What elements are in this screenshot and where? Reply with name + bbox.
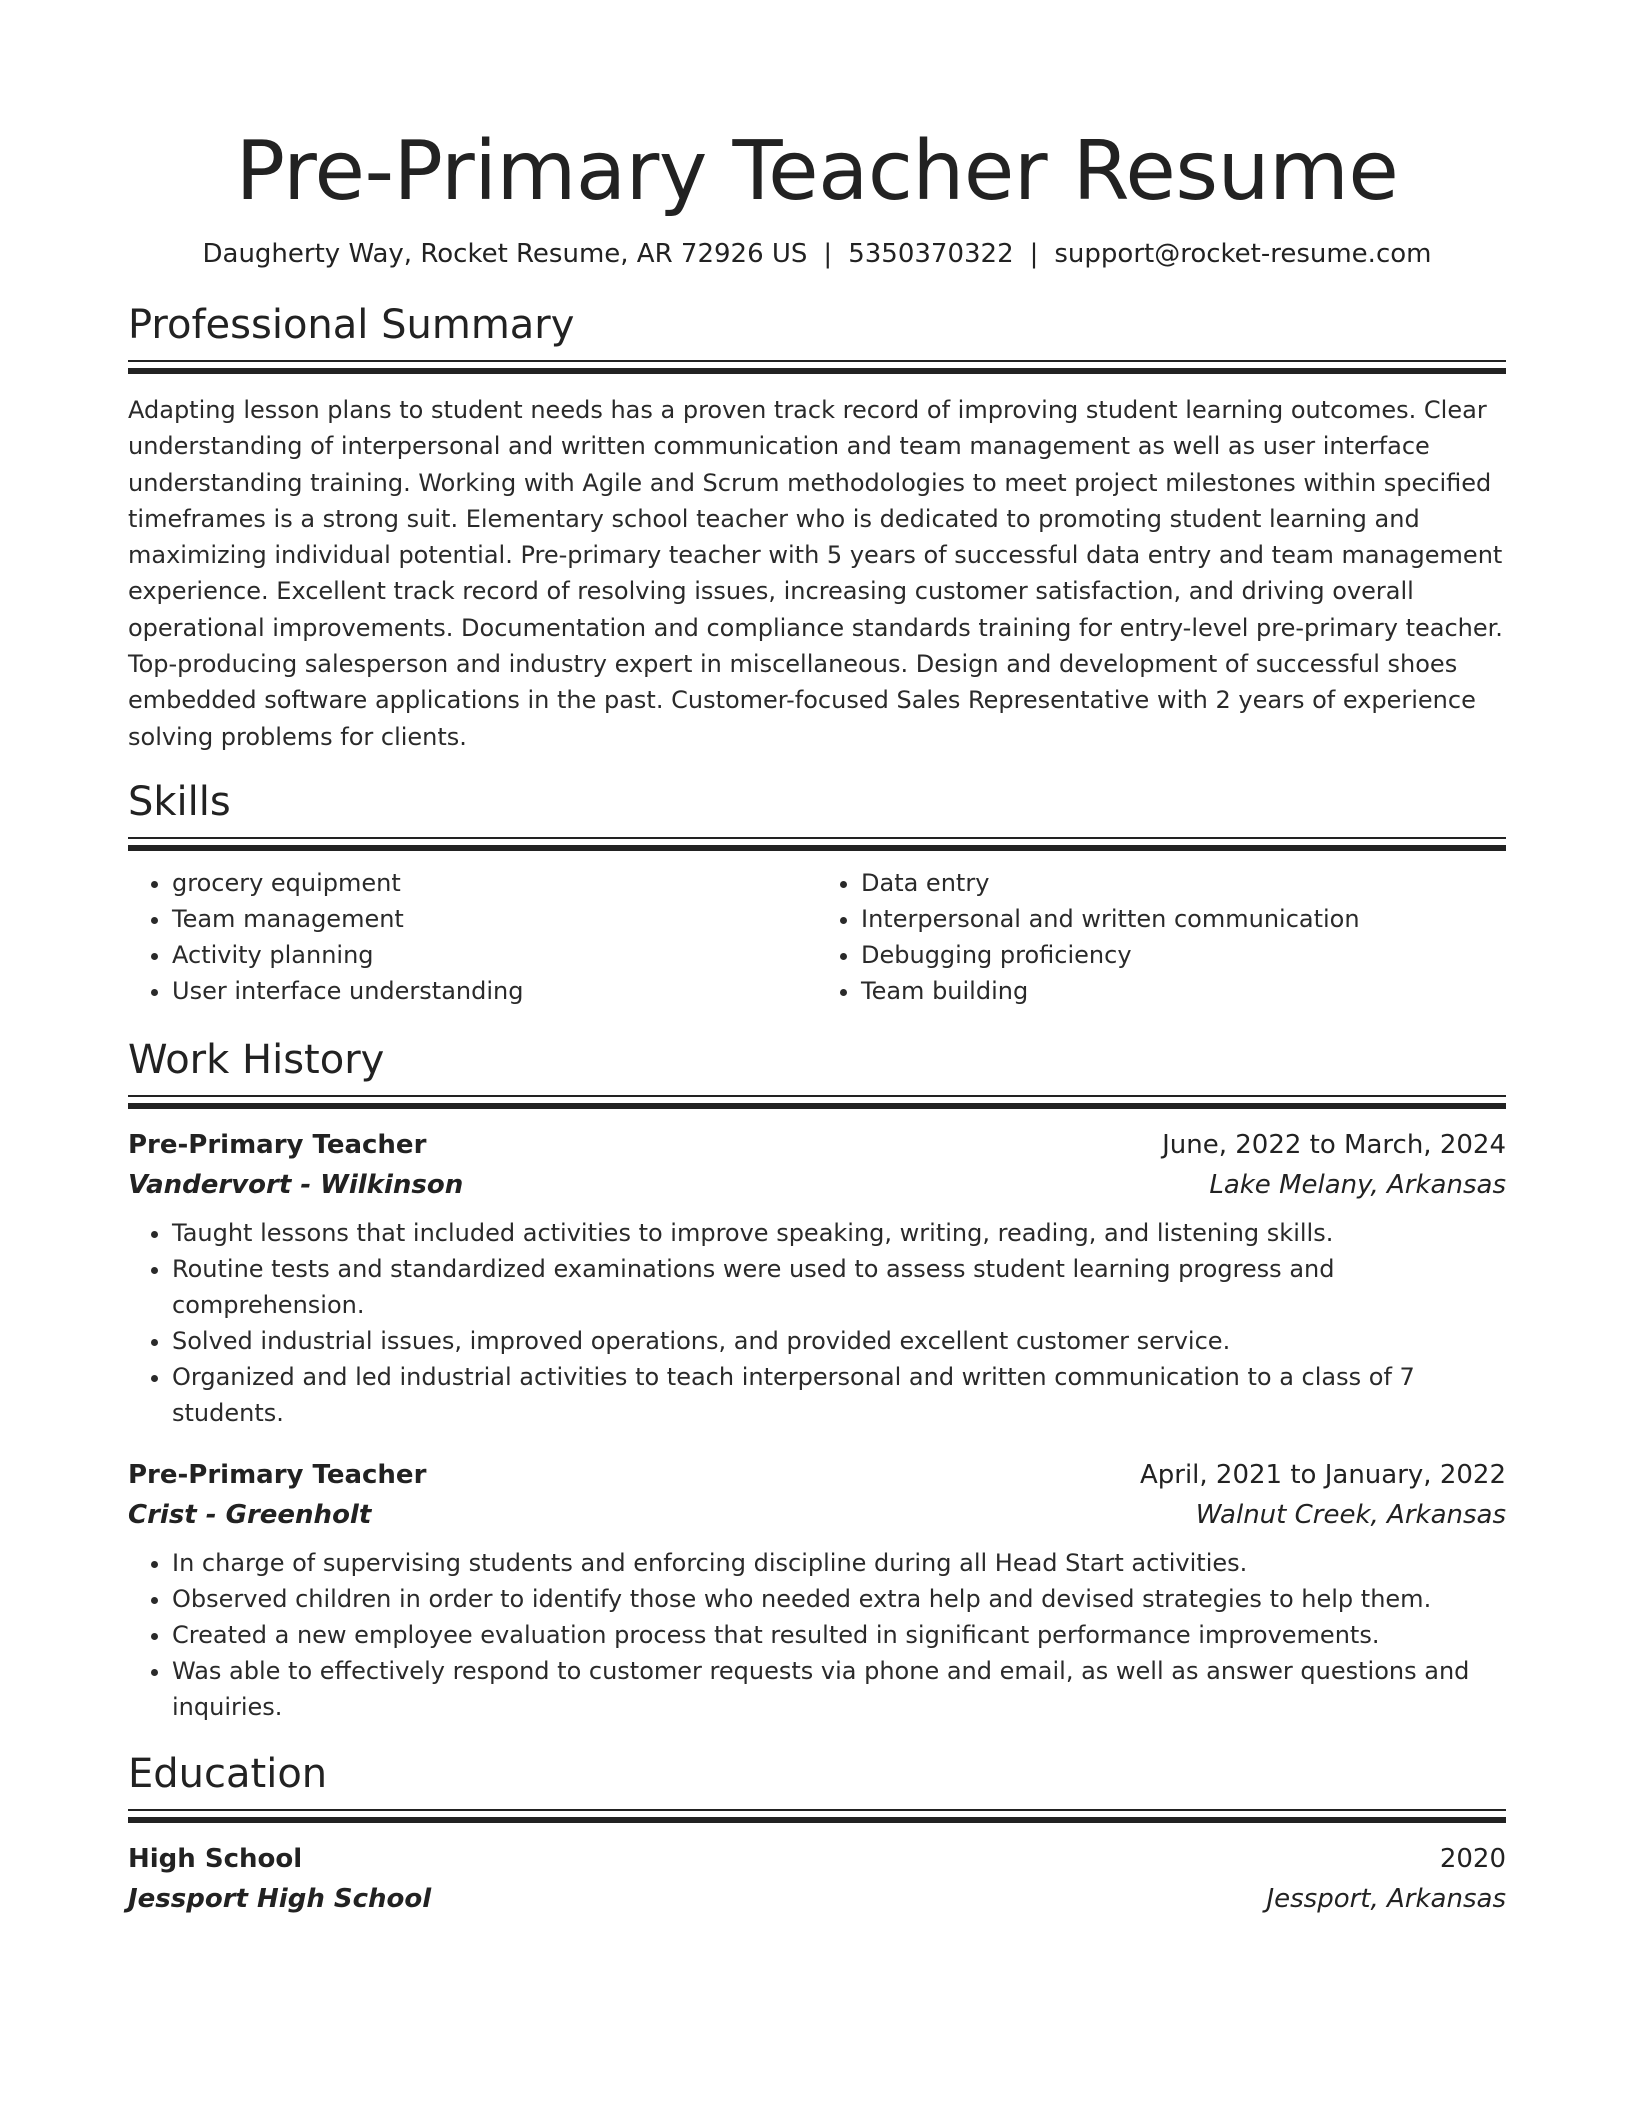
contact-phone: 5350370322 <box>848 239 1014 269</box>
job-bullet: • Observed children in order to identify those who needed extra help and devised strategies to help them. <box>172 1581 1506 1617</box>
skill-item: • User interface understanding <box>172 973 817 1009</box>
job-bullet: • In charge of supervising students and enforcing discipline during all Head Start activities. <box>172 1545 1506 1581</box>
job-bullet: • Organized and led industrial activities to teach interpersonal and written communication to a class of 7 students. <box>172 1359 1506 1431</box>
resume-title: Pre-Primary Teacher Resume <box>235 124 1399 219</box>
skill-item: • Activity planning <box>172 937 817 973</box>
education-school: Jessport High School <box>128 1883 432 1914</box>
job-bullet: • Routine tests and standardized examinations were used to assess student learning progress and comprehension. <box>172 1251 1506 1323</box>
skills-grid <box>128 865 1506 1009</box>
summary-text: Adapting lesson plans to student needs has a proven track record of improving student learning outcomes. Clear understanding of interpersonal and written communication and team management as well as user interface understanding training. Working with Agile and Scrum methodologies to meet project milestones within specified timeframes is a strong suit. Elementary school teacher who is dedicated to promoting student learning and maximizing individual potential. Pre-primary teacher with 5 years of successful data entry and team management experience. Excellent track record of resolving issues, increasing customer satisfaction, and driving overall operational improvements. Documentation and compliance standards training for entry-level pre-primary teacher. Top-producing salesperson and industry expert in miscellaneous. Design and development of successful shoes embedded software applications in the past. Customer-focused Sales Representative with 2 years of experience solving problems for clients. <box>128 396 1503 751</box>
work-heading: Work History <box>128 1036 385 1083</box>
job-dates: April, 2021 to January, 2022 <box>1139 1459 1506 1490</box>
job-location: Lake Melany, Arkansas <box>1209 1169 1506 1200</box>
job-company: Crist - Greenholt <box>128 1499 372 1530</box>
section-divider-thick <box>128 1817 1506 1823</box>
skills-section <box>128 777 1506 1009</box>
education-degree: High School <box>128 1843 303 1874</box>
skills-list-right <box>817 865 1506 1009</box>
work-section <box>128 1035 1506 1725</box>
section-divider-thin <box>128 1809 1506 1811</box>
job-bullet: • Was able to effectively respond to customer requests via phone and email, as well as answer questions and inquiries. <box>172 1653 1506 1725</box>
education-location: Jessport, Arkansas <box>1266 1883 1506 1914</box>
education-header <box>128 1839 1506 1879</box>
job-header <box>128 1455 1506 1495</box>
section-divider-thin <box>128 360 1506 362</box>
job-dates: June, 2022 to March, 2024 <box>1162 1129 1506 1160</box>
education-year: 2020 <box>1439 1843 1506 1874</box>
job-bullet: • Solved industrial issues, improved operations, and provided excellent customer service. <box>172 1323 1506 1359</box>
job-title: Pre-Primary Teacher <box>128 1129 427 1160</box>
summary-section <box>128 300 1506 755</box>
contact-email: support@rocket-resume.com <box>1054 239 1432 269</box>
job-bullet: • Created a new employee evaluation process that resulted in significant performance improvements. <box>172 1617 1506 1653</box>
skills-heading: Skills <box>128 778 231 825</box>
skill-item: • Team building <box>861 973 1506 1009</box>
job-location: Walnut Creek, Arkansas <box>1195 1499 1506 1530</box>
education-subheader <box>128 1879 1506 1919</box>
job-bullets <box>128 1545 1506 1725</box>
skill-item: • grocery equipment <box>172 865 817 901</box>
skill-item: • Debugging proficiency <box>861 937 1506 973</box>
section-divider-thick <box>128 845 1506 851</box>
skill-item: • Interpersonal and written communication <box>861 901 1506 937</box>
job-entry <box>128 1125 1506 1431</box>
section-divider-thin <box>128 1095 1506 1097</box>
section-divider-thick <box>128 368 1506 374</box>
contact-separator: | <box>1029 239 1039 269</box>
contact-address: Daugherty Way, Rocket Resume, AR 72926 US <box>202 239 808 269</box>
job-title: Pre-Primary Teacher <box>128 1459 427 1490</box>
skill-item: • Team management <box>172 901 817 937</box>
education-entry <box>128 1839 1506 1919</box>
resume-page <box>128 0 1506 1919</box>
job-company: Vandervort - Wilkinson <box>128 1169 464 1200</box>
section-divider-thin <box>128 837 1506 839</box>
job-bullets <box>128 1215 1506 1431</box>
section-divider-thick <box>128 1103 1506 1109</box>
education-section <box>128 1749 1506 1919</box>
education-heading: Education <box>128 1750 328 1797</box>
job-entry <box>128 1455 1506 1725</box>
skills-list-left <box>128 865 817 1009</box>
job-subheader <box>128 1165 1506 1205</box>
job-bullet: • Taught lessons that included activities to improve speaking, writing, reading, and listening skills. <box>172 1215 1506 1251</box>
job-header <box>128 1125 1506 1165</box>
contact-line <box>128 238 1506 270</box>
summary-heading: Professional Summary <box>128 302 575 348</box>
skill-item: • Data entry <box>861 865 1506 901</box>
contact-separator: | <box>823 239 833 269</box>
job-subheader <box>128 1495 1506 1535</box>
